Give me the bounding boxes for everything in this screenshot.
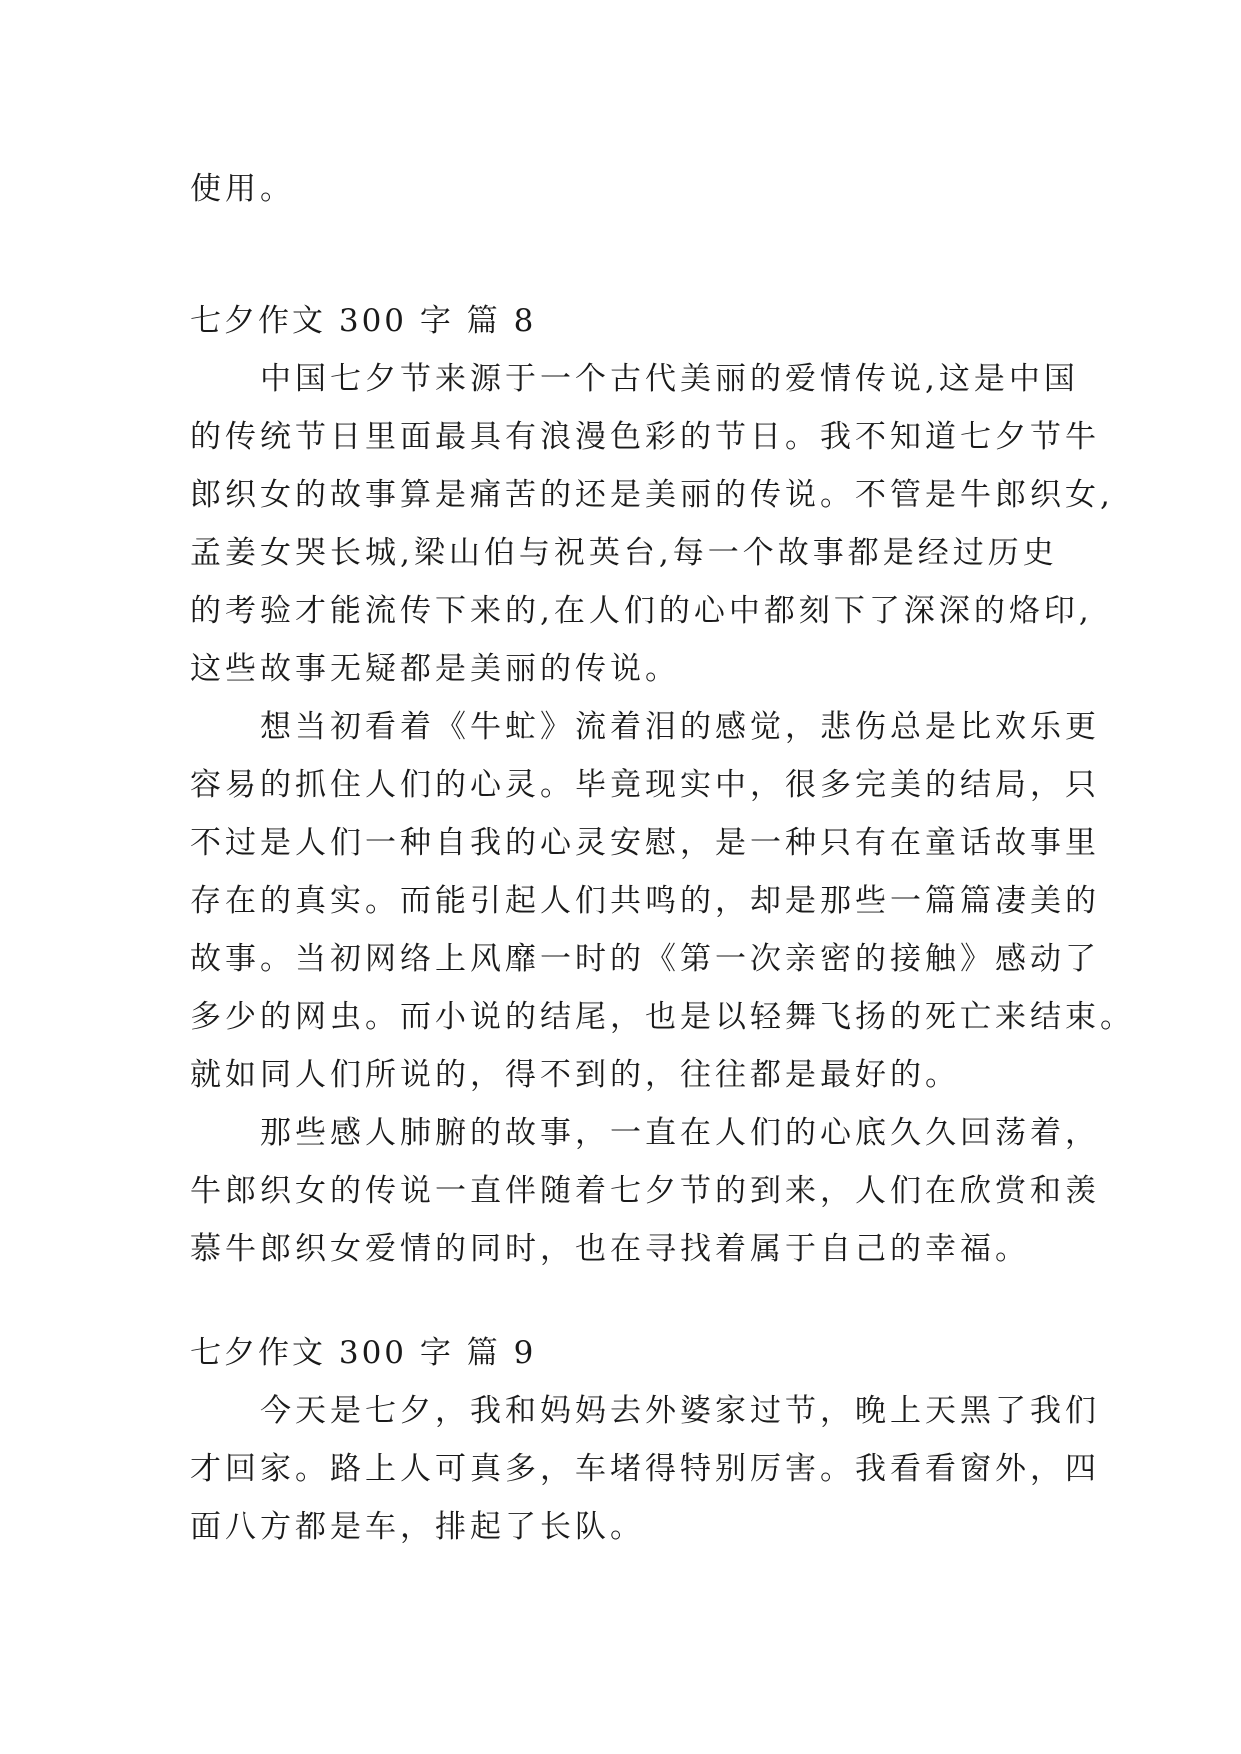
section-9-heading: 七夕作文 300 字 篇 9 [190,1335,537,1371]
paragraph-line: 慕牛郎织女爱情的同时，也在寻找着属于自己的幸福。 [190,1231,1030,1267]
paragraph-line: 面八方都是车，排起了长队。 [190,1509,645,1545]
section-9-paragraph-1 [190,1382,1100,1556]
paragraph-line: 存在的真实。而能引起人们共鸣的，却是那些一篇篇凄美的 [190,883,1100,919]
paragraph-line: 才回家。路上人可真多，车堵得特别厉害。我看看窗外，四 [190,1451,1100,1487]
paragraph-line: 故事。当初网络上风靡一时的《第一次亲密的接触》感动了 [190,941,1100,977]
paragraph-line: 那些感人肺腑的故事，一直在人们的心底久久回荡着， [190,1115,1100,1151]
paragraph-line: 容易的抓住人们的心灵。毕竟现实中，很多完美的结局，只 [190,767,1100,803]
paragraph-line: 多少的网虫。而小说的结尾，也是以轻舞飞扬的死亡来结束。 [190,999,1135,1035]
paragraph-line: 就如同人们所说的，得不到的，往往都是最好的。 [190,1057,960,1093]
paragraph-line: 牛郎织女的传说一直伴随着七夕节的到来，人们在欣赏和羡 [190,1173,1100,1209]
paragraph-line: 这些故事无疑都是美丽的传说。 [190,651,680,687]
section-8-heading: 七夕作文 300 字 篇 8 [190,303,537,339]
paragraph-line: 中国七夕节来源于一个古代美丽的爱情传说,这是中国 [190,361,1079,397]
section-8-paragraph-1 [190,350,1114,698]
paragraph-line: 不过是人们一种自我的心灵安慰，是一种只有在童话故事里 [190,825,1100,861]
paragraph-line: 想当初看着《牛虻》流着泪的感觉，悲伤总是比欢乐更 [190,709,1100,745]
section-8-paragraph-3 [190,1104,1100,1278]
document-content [190,160,1135,1556]
paragraph-line: 今天是七夕，我和妈妈去外婆家过节，晚上天黑了我们 [190,1393,1100,1429]
paragraph-line: 的传统节日里面最具有浪漫色彩的节日。我不知道七夕节牛 [190,419,1100,455]
intro-tail-line: 使用。 [190,171,295,207]
paragraph-line: 郎织女的故事算是痛苦的还是美丽的传说。不管是牛郎织女, [190,477,1114,513]
paragraph-line: 孟姜女哭长城,梁山伯与祝英台,每一个故事都是经过历史 [190,535,1058,571]
paragraph-line: 的考验才能流传下来的,在人们的心中都刻下了深深的烙印, [190,593,1093,629]
section-8-paragraph-2 [190,698,1135,1104]
